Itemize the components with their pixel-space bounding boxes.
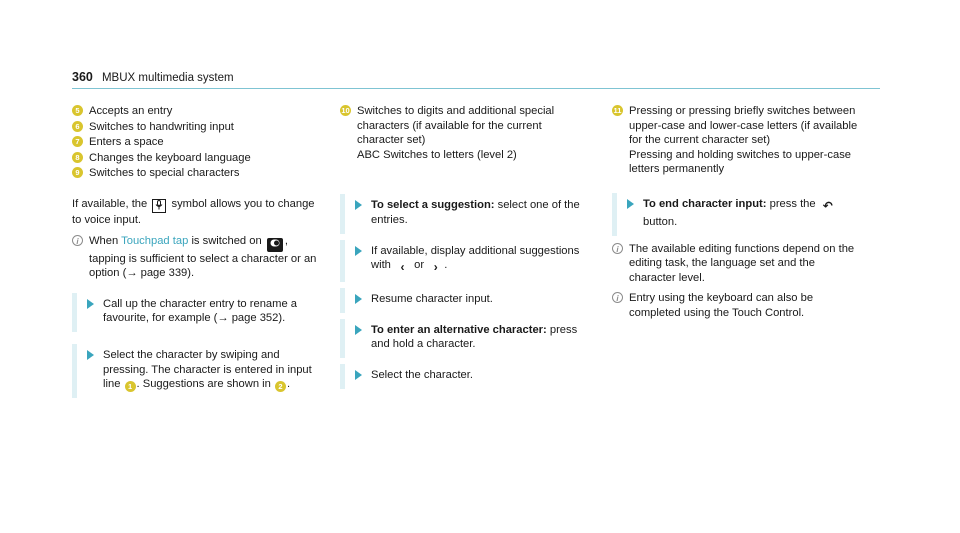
back-icon: ↶	[822, 198, 833, 213]
info-icon: i	[612, 292, 623, 303]
step-arrow-icon	[627, 199, 634, 209]
list-item-text: Switches to special characters	[89, 167, 240, 180]
info-note: i When Touchpad tap is switched on , tapping is sufficient to select a character or an option (→ page 339).	[72, 234, 324, 281]
step-item: If available, display additional suggestions with ‹ or › .	[340, 240, 588, 283]
step-item: Select the character by swiping and pressing. The character is entered in input line 1 . Suggestions are shown in 2 .	[72, 344, 324, 398]
step-item: Call up the character entry to rename a favourite, for example (→ page 352).	[72, 293, 324, 332]
list-item	[72, 166, 324, 181]
list-item: 11 Pressing or pressing briefly switches between upper-case and lower-case letters (if available for the current character set) Pressing and holding switches to upper-case letters permanently	[613, 105, 858, 176]
step-arrow-icon	[355, 325, 362, 335]
step-arrow-icon	[355, 200, 362, 210]
list-item-text: Changes the keyboard language	[89, 151, 251, 164]
list-item	[72, 135, 324, 150]
info-note: i The available editing functions depend on the editing task, the language set and the character level.	[612, 242, 864, 286]
touchpad-tap-link[interactable]: Touchpad tap	[121, 234, 189, 247]
number-badge: 10	[341, 106, 350, 115]
info-icon: i	[72, 235, 83, 246]
number-badge: 11	[613, 106, 622, 115]
step-item: To end character input: press the ↶ button.	[612, 193, 864, 236]
info-note: i Entry using the keyboard can also be completed using the Touch Control.	[612, 291, 864, 320]
step-arrow-icon	[87, 299, 94, 309]
step-item: Resume character input.	[340, 288, 588, 313]
page-title: MBUX multimedia system	[101, 72, 234, 84]
step-arrow-icon	[87, 350, 94, 360]
step-item: To select a suggestion: select one of the entries.	[340, 194, 588, 233]
number-badge: 5	[72, 105, 83, 116]
step-arrow-icon	[355, 294, 362, 304]
header-rule	[72, 88, 880, 89]
page-number: 360	[72, 70, 93, 84]
info-icon: i	[612, 243, 623, 254]
step-item: To enter an alternative character: press and hold a character.	[340, 319, 588, 358]
chevron-right-icon: ›	[433, 260, 438, 275]
list-item: 10 Switches to digits and additional special characters (if available for the current character set) ABC Switches to letters (level 2)	[341, 105, 555, 161]
microphone-icon	[152, 199, 166, 213]
chevron-left-icon: ‹	[400, 260, 405, 275]
list-item	[72, 120, 324, 135]
column-3	[612, 104, 864, 321]
voice-input-paragraph: If available, the symbol allows you to change to voice input.	[72, 197, 315, 226]
page-header	[72, 70, 880, 86]
column-1	[72, 104, 324, 398]
list-item-text: Switches to handwriting input	[89, 120, 234, 133]
number-badge: 1	[125, 381, 136, 392]
number-badge: 8	[72, 152, 83, 163]
number-badge: 7	[72, 136, 83, 147]
list-item	[72, 151, 324, 166]
list-item-text: Accepts an entry	[89, 105, 173, 117]
number-badge: 9	[72, 167, 83, 178]
list-item-text: Enters a space	[89, 136, 164, 149]
step-item: Select the character.	[340, 364, 588, 389]
number-badge: 2	[275, 381, 286, 392]
step-arrow-icon	[355, 246, 362, 256]
number-badge: 6	[72, 121, 83, 132]
touchpad-toggle-icon	[267, 238, 283, 252]
column-2	[340, 104, 588, 389]
list-item	[72, 104, 324, 119]
step-arrow-icon	[355, 370, 362, 380]
